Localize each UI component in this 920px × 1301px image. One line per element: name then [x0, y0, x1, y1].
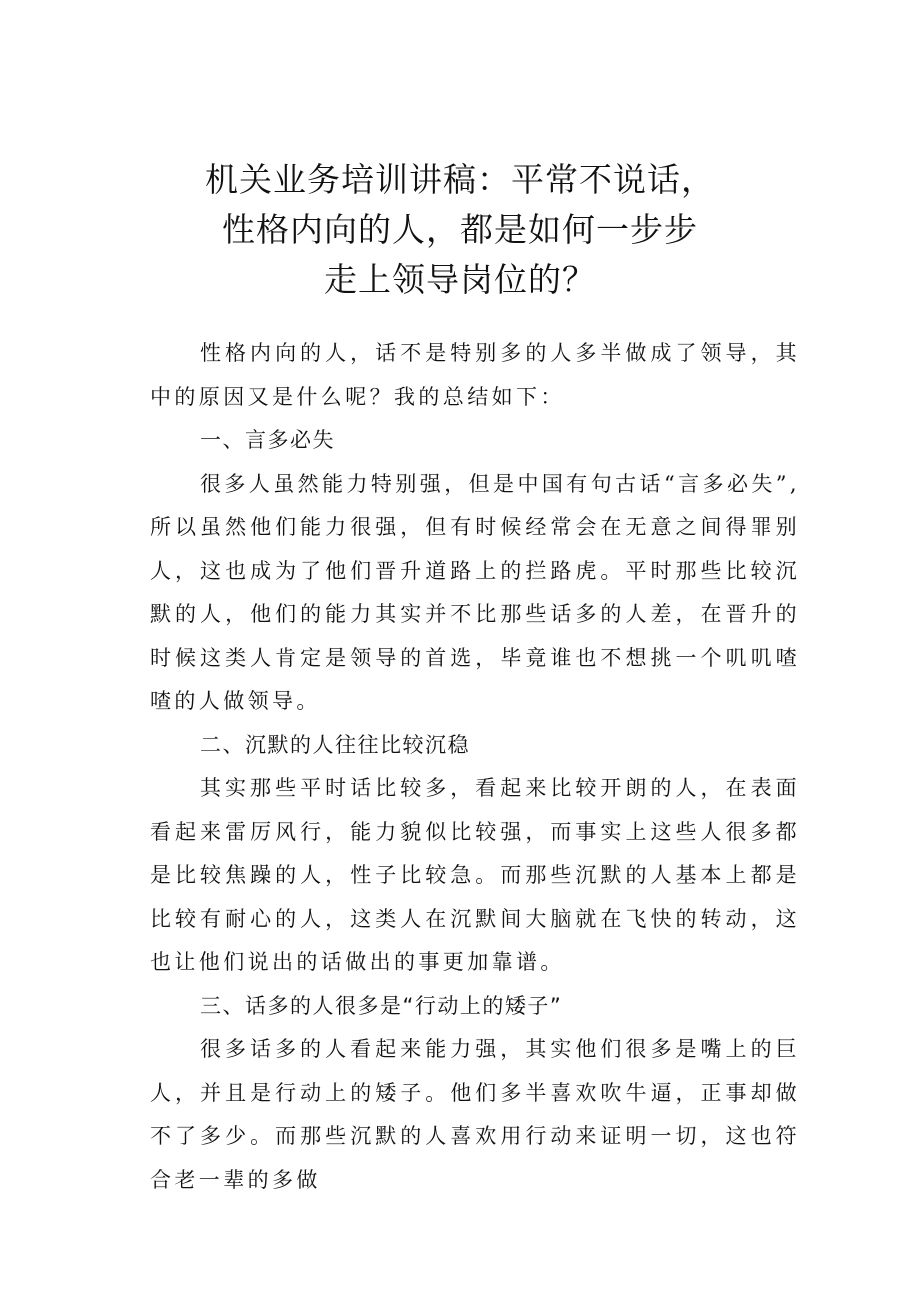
document-title [0, 155, 920, 305]
section-paragraph: 很多人虽然能力特别强，但是中国有句古话“言多必失”,所以虽然他们能力很强，但有时候经常会在无意之间得罪别人，这也成为了他们晋升道路上的拦路虎。平时那些比较沉默的人，他们的能力其实并不比那些话多的人差，在晋升的时候这类人肯定是领导的首选，毕竟谁也不想挑一个叽叽喳喳的人做领导。 [150, 471, 800, 713]
document-body [150, 332, 800, 1202]
section-heading: 三、话多的人很多是“行动上的矮子” [200, 993, 563, 1018]
title-line: 机关业务培训讲稿：平常不说话， [205, 160, 715, 199]
section-heading: 二、沉默的人往往比较沉稳 [200, 732, 470, 757]
section-heading: 一、言多必失 [200, 428, 335, 452]
intro-paragraph: 性格内向的人，话不是特别多的人多半做成了领导，其中的原因又是什么呢？我的总结如下： [150, 341, 800, 409]
section-paragraph: 其实那些平时话比较多，看起来比较开朗的人，在表面看起来雷厉风行，能力貌似比较强，而事实上这些人很多都是比较焦躁的人，性子比较急。而那些沉默的人基本上都是比较有耐心的人，这类人在沉默间大脑就在飞快的转动，这也让他们说出的话做出的事更加靠谱。 [150, 776, 800, 974]
title-line: 性格内向的人，都是如何一步步 [222, 210, 698, 249]
title-line: 走上领导岗位的？ [324, 260, 596, 299]
section-paragraph: 很多话多的人看起来能力强，其实他们很多是嘴上的巨人，并且是行动上的矮子。他们多半喜欢吹牛逼，正事却做不了多少。而那些沉默的人喜欢用行动来证明一切，这也符合老一辈的多做 [150, 1037, 800, 1192]
